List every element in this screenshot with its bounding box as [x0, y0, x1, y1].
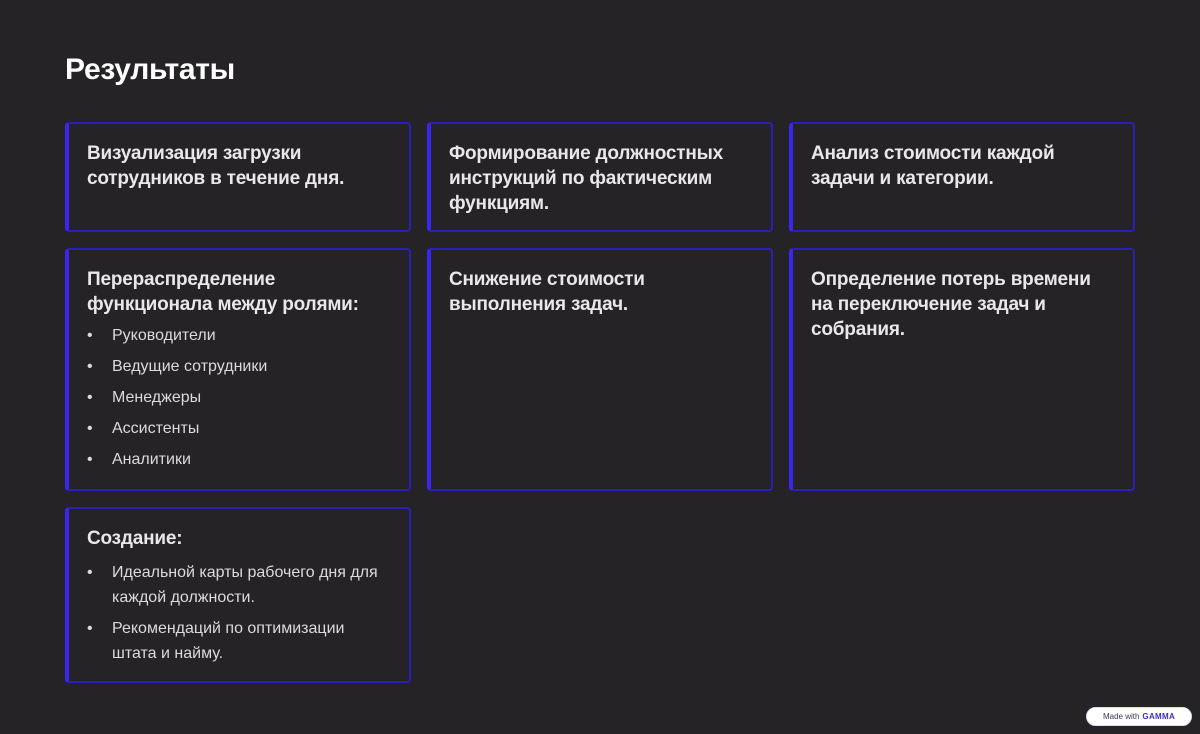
card-title: Снижение стоимости выполнения задач.	[449, 269, 645, 315]
gamma-logo: GAMMA	[1142, 712, 1176, 721]
list-item: • Рекомендаций по оптимизации штата и найму.	[87, 616, 391, 666]
page-title: Результаты	[65, 53, 235, 86]
made-with-gamma-badge[interactable]	[1086, 707, 1192, 726]
card-title: Анализ стоимости каждой задачи и категории.	[811, 143, 1055, 189]
list-item: • Идеальной карты рабочего дня для каждой должности.	[87, 560, 391, 610]
card-job-descriptions	[427, 122, 773, 232]
bullet-icon: •	[87, 358, 93, 375]
list-item: • Ведущие сотрудники	[87, 358, 268, 375]
list-item: • Руководители	[87, 327, 216, 344]
card-title: Создание:	[87, 528, 183, 549]
creation-list	[87, 560, 391, 666]
bullet-icon: •	[87, 420, 93, 437]
card-cost-reduction	[427, 248, 773, 491]
bullet-icon: •	[87, 620, 93, 637]
list-item: • Ассистенты	[87, 420, 200, 437]
card-redistribution	[65, 248, 411, 491]
list-item: • Аналитики	[87, 451, 191, 468]
card-time-losses	[789, 248, 1135, 491]
card-cost-analysis	[789, 122, 1135, 232]
card-creation	[65, 507, 411, 683]
card-title: Формирование должностных инструкций по фактическим функциям.	[449, 143, 724, 214]
bullet-icon: •	[87, 564, 93, 581]
roles-list	[87, 326, 391, 470]
bullet-icon: •	[87, 389, 93, 406]
card-visualization	[65, 122, 411, 232]
bullet-icon: •	[87, 327, 93, 344]
card-title: Визуализация загрузки сотрудников в течение дня.	[87, 143, 345, 189]
card-title: Определение потерь времени на переключение задач и собрания.	[811, 269, 1091, 340]
badge-prefix: Made with	[1102, 712, 1140, 721]
bullet-icon: •	[87, 451, 93, 468]
card-title: Перераспределение функционала между ролями:	[87, 269, 359, 315]
list-item: • Менеджеры	[87, 389, 202, 406]
